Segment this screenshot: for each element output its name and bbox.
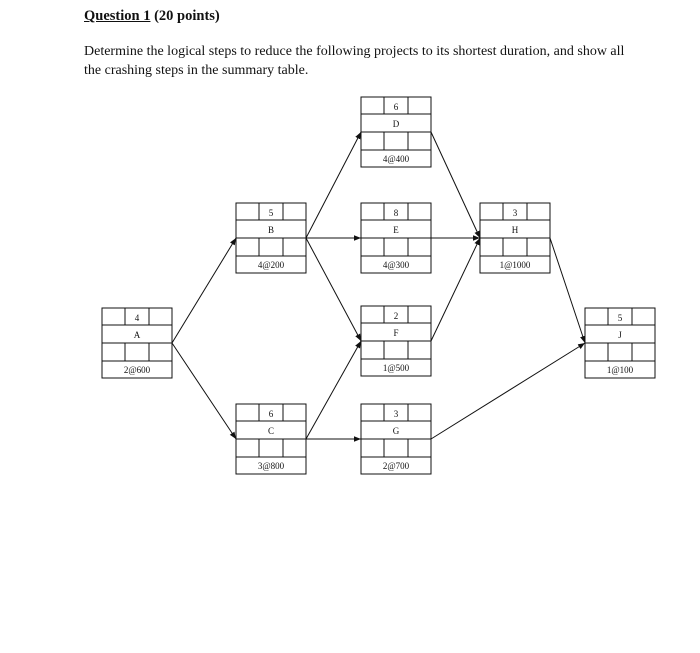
activity-label: A <box>133 330 141 340</box>
activity-node-c <box>236 404 306 474</box>
arrow-c-f <box>306 341 361 439</box>
arrow-a-b <box>172 238 236 343</box>
activity-crash-info: 2@600 <box>123 365 151 375</box>
activity-node-d <box>361 97 431 167</box>
arrow-a-c <box>172 343 236 439</box>
activity-label: J <box>618 330 622 340</box>
arrow-b-f <box>306 238 361 341</box>
dependency-arrows <box>172 132 585 439</box>
activity-duration: 3 <box>393 409 399 419</box>
arrow-g-j <box>431 343 585 439</box>
activity-node-a <box>102 308 172 378</box>
activity-label: E <box>393 225 399 235</box>
activity-crash-info: 4@400 <box>382 154 410 164</box>
activity-node-f <box>361 306 431 376</box>
activity-duration: 2 <box>393 311 399 321</box>
arrow-h-j <box>550 238 585 343</box>
activity-crash-info: 4@300 <box>382 260 410 270</box>
activity-duration: 5 <box>617 313 623 323</box>
activity-duration: 8 <box>393 208 399 218</box>
activity-node-g <box>361 404 431 474</box>
activity-crash-info: 1@100 <box>606 365 634 375</box>
activity-label: B <box>267 225 275 235</box>
activity-crash-info: 3@800 <box>257 461 285 471</box>
arrow-f-h <box>431 238 480 341</box>
activity-crash-info: 4@200 <box>257 260 285 270</box>
activity-node-j <box>585 308 655 378</box>
activity-crash-info: 1@500 <box>382 363 410 373</box>
activity-duration: 3 <box>512 208 518 218</box>
activity-label: H <box>511 225 519 235</box>
activity-duration: 4 <box>134 313 140 323</box>
activity-crash-info: 2@700 <box>382 461 410 471</box>
activity-crash-info: 1@1000 <box>499 260 531 270</box>
activity-duration: 6 <box>268 409 274 419</box>
activity-node-h <box>480 203 550 273</box>
arrow-d-h <box>431 132 480 238</box>
activity-nodes <box>102 97 655 474</box>
activity-duration: 6 <box>393 102 399 112</box>
question-instructions: Determine the logical steps to reduce the following projects to its shortest duration, and show all the crashing steps in the summary table. <box>84 44 625 78</box>
question-number: Question 1 <box>84 8 151 24</box>
question-points: (20 points) <box>154 8 220 24</box>
activity-label: G <box>392 426 400 436</box>
arrow-b-d <box>306 132 361 238</box>
activity-node-b <box>236 203 306 273</box>
activity-label: C <box>267 426 275 436</box>
activity-label: F <box>393 328 399 338</box>
activity-duration: 5 <box>268 208 274 218</box>
activity-label: D <box>392 119 400 129</box>
activity-node-e <box>361 203 431 273</box>
